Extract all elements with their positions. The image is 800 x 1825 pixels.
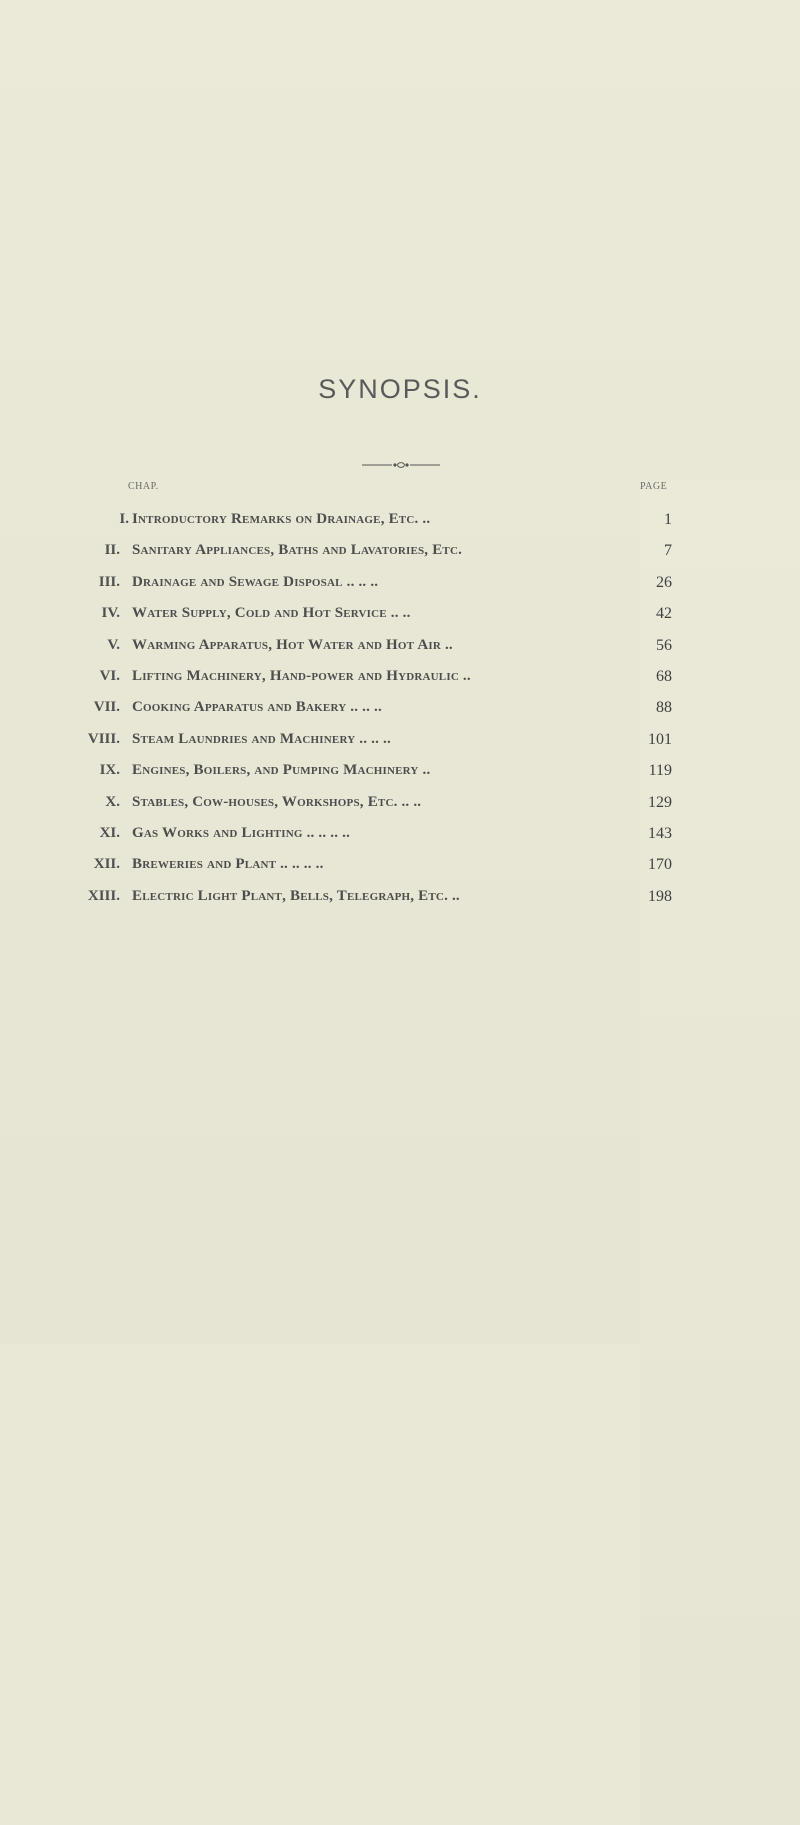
page-number: 26 bbox=[656, 573, 672, 591]
chapter-title: Water Supply, Cold and Hot Service .. .. bbox=[132, 605, 411, 622]
toc-entry bbox=[0, 881, 800, 912]
table-of-contents bbox=[0, 504, 800, 912]
chapter-title: Drainage and Sewage Disposal .. .. .. bbox=[132, 573, 379, 590]
toc-entry bbox=[0, 504, 800, 535]
toc-entry bbox=[0, 692, 800, 723]
toc-entry bbox=[0, 630, 800, 661]
chapter-title: Introductory Remarks on Drainage, Etc. .. bbox=[132, 511, 431, 527]
toc-entry bbox=[0, 724, 800, 755]
toc-entry bbox=[0, 535, 800, 566]
chapter-number: IV. bbox=[101, 605, 120, 622]
chapter-title: Stables, Cow-houses, Workshops, Etc. .. .. bbox=[132, 793, 422, 810]
chapter-title: Steam Laundries and Machinery .. .. .. bbox=[132, 730, 391, 747]
page-number: 56 bbox=[656, 636, 672, 654]
page-number: 198 bbox=[648, 887, 672, 905]
chapter-title: Sanitary Appliances, Baths and Lavatories, Etc. bbox=[132, 542, 463, 559]
chapter-column-header: CHAP. bbox=[128, 481, 159, 492]
chapter-number: XI. bbox=[99, 824, 120, 841]
toc-entry bbox=[0, 787, 800, 818]
chapter-number: VI. bbox=[99, 667, 120, 684]
chapter-number: I. bbox=[119, 511, 129, 527]
divider-ornament bbox=[362, 462, 440, 468]
page-number: 170 bbox=[648, 856, 672, 874]
chapter-title: Lifting Machinery, Hand-power and Hydraulic .. bbox=[132, 667, 471, 684]
toc-entry bbox=[0, 755, 800, 786]
chapter-number: III. bbox=[98, 573, 120, 590]
toc-entry bbox=[0, 567, 800, 598]
page-number: 42 bbox=[656, 605, 672, 623]
chapter-title: Breweries and Plant .. .. .. .. bbox=[132, 856, 324, 873]
chapter-number: VIII. bbox=[87, 730, 120, 747]
toc-entry bbox=[0, 818, 800, 849]
chapter-number: VII. bbox=[93, 699, 120, 716]
chapter-number: V. bbox=[107, 636, 120, 653]
page-column-header: PAGE bbox=[640, 481, 800, 1825]
page-number: 1 bbox=[664, 511, 672, 528]
toc-entry bbox=[0, 661, 800, 692]
chapter-number: XIII. bbox=[87, 887, 120, 904]
chapter-title: Warming Apparatus, Hot Water and Hot Air .. bbox=[132, 636, 453, 653]
page-number: 88 bbox=[656, 699, 672, 717]
chapter-title: Engines, Boilers, and Pumping Machinery .. bbox=[132, 762, 431, 779]
page-number: 7 bbox=[664, 542, 672, 560]
chapter-title: Cooking Apparatus and Bakery .. .. .. bbox=[132, 699, 382, 716]
page-number: 119 bbox=[648, 762, 672, 780]
page-number: 68 bbox=[656, 667, 672, 685]
page-number: 143 bbox=[648, 824, 672, 842]
page-number: 101 bbox=[648, 730, 672, 748]
page-number: 129 bbox=[648, 793, 672, 811]
toc-entry bbox=[0, 598, 800, 629]
page-title: SYNOPSIS. bbox=[318, 374, 482, 405]
chapter-number: X. bbox=[105, 793, 120, 810]
chapter-number: II. bbox=[104, 542, 120, 559]
chapter-number: XII. bbox=[93, 856, 120, 873]
chapter-title: Gas Works and Lighting .. .. .. .. bbox=[132, 824, 351, 841]
toc-entry bbox=[0, 849, 800, 880]
chapter-number: IX. bbox=[99, 762, 120, 779]
chapter-title: Electric Light Plant, Bells, Telegraph, Etc. .. bbox=[132, 887, 460, 904]
